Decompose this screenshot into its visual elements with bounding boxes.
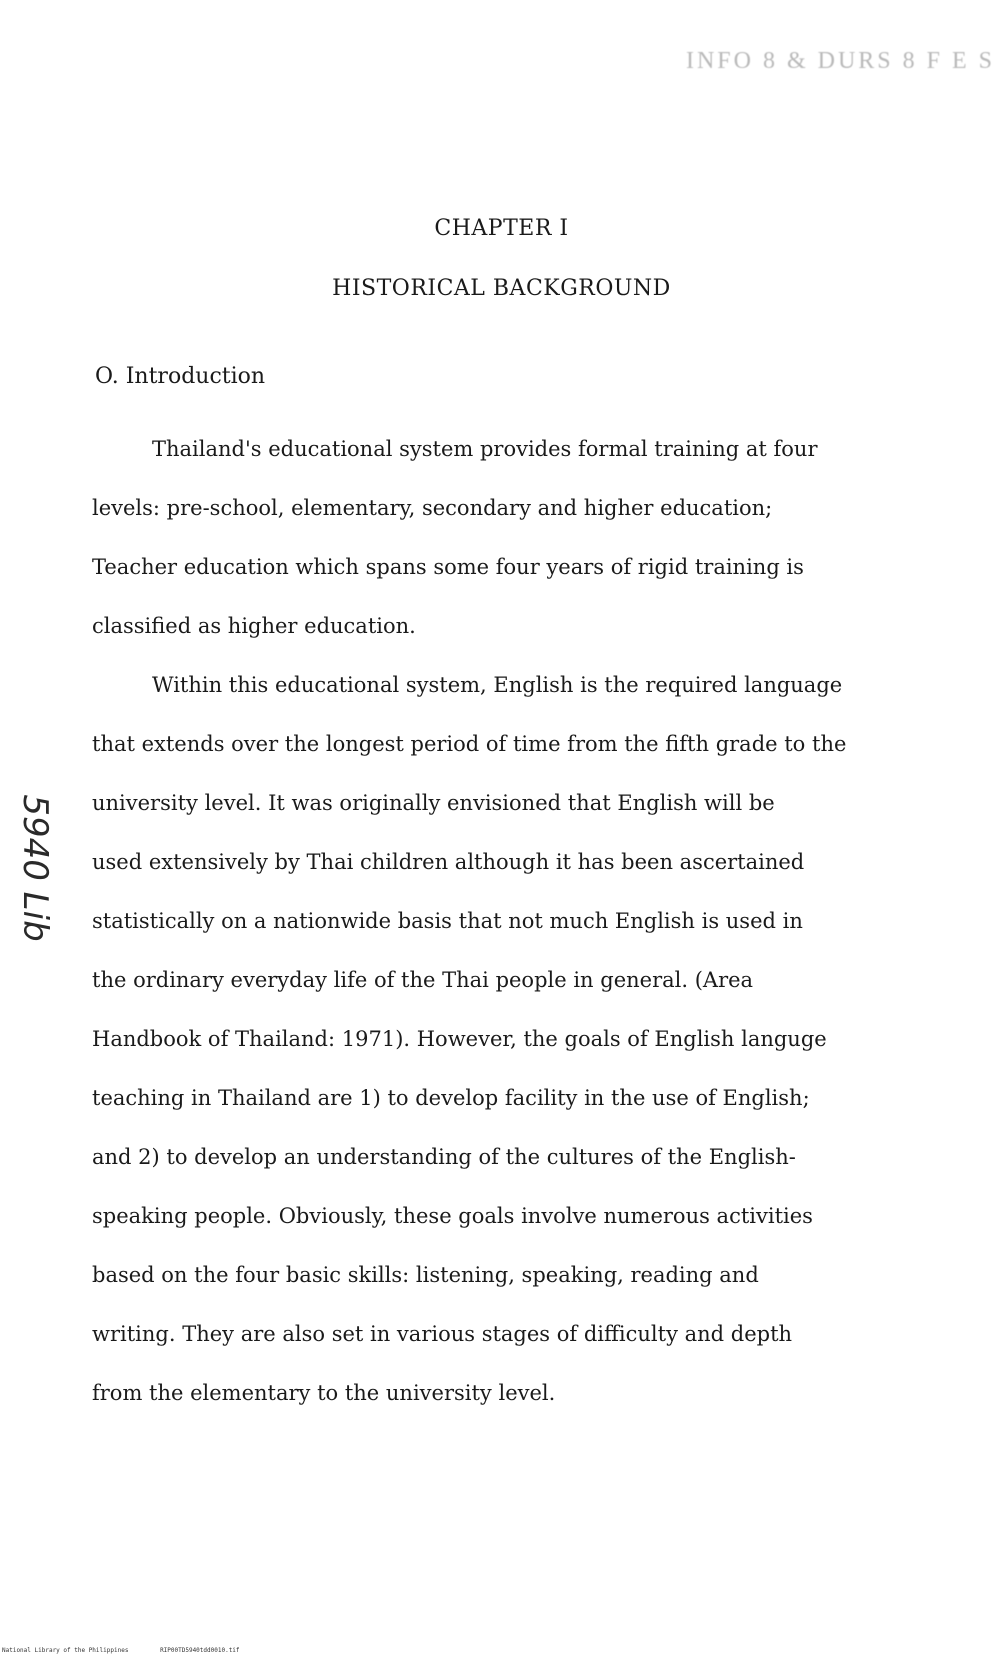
paragraph-2-line: the ordinary everyday life of the Thai people in general. (Area (92, 968, 754, 992)
paragraph-2-line: Within this educational system, English is the required language (152, 673, 843, 697)
chapter-title: HISTORICAL BACKGROUND (332, 276, 671, 301)
body-text (92, 420, 992, 1423)
paragraph-1-line: levels: pre-school, elementary, secondary and higher education; (92, 496, 773, 520)
paragraph-2-line: writing. They are also set in various stages of difficulty and depth (92, 1322, 793, 1346)
paragraph-2-line: statistically on a nationwide basis that not much English is used in (92, 909, 803, 933)
paragraph-1-line: Teacher education which spans some four years of rigid training is (92, 555, 804, 579)
paragraph-1-line: classified as higher education. (92, 614, 416, 638)
scan-footer (2, 1647, 240, 1654)
section-heading: O. Introduction (95, 364, 266, 389)
paragraph-2-line: speaking people. Obviously, these goals involve numerous activities (92, 1204, 813, 1228)
paragraph-2-line: based on the four basic skills: listening, speaking, reading and (92, 1263, 759, 1287)
archive-stamp: INFO 8 & DURS 8 F E S (685, 48, 995, 74)
paragraph-2-line: that extends over the longest period of time from the fifth grade to the (92, 732, 847, 756)
paragraph-2-line: and 2) to develop an understanding of the cultures of the English- (92, 1145, 796, 1169)
footer-file-id: RIP00TD5940tdd0010.tif (160, 1647, 240, 1654)
chapter-number: CHAPTER I (434, 216, 569, 241)
paragraph-2-line: used extensively by Thai children although it has been ascertained (92, 850, 805, 874)
paragraph-2-line: Handbook of Thailand: 1971). However, the goals of English languge (92, 1027, 827, 1051)
paragraph-2-line: university level. It was originally envisioned that English will be (92, 791, 775, 815)
handwritten-margin-note: 5940 Lib (15, 794, 55, 942)
paragraph-2-line: from the elementary to the university level. (92, 1381, 556, 1405)
footer-library: National Library of the Philippines (2, 1647, 129, 1654)
paragraph-2-line: teaching in Thailand are 1) to develop facility in the use of English; (92, 1086, 810, 1110)
paragraph-1-line: Thailand's educational system provides formal training at four (152, 437, 818, 461)
